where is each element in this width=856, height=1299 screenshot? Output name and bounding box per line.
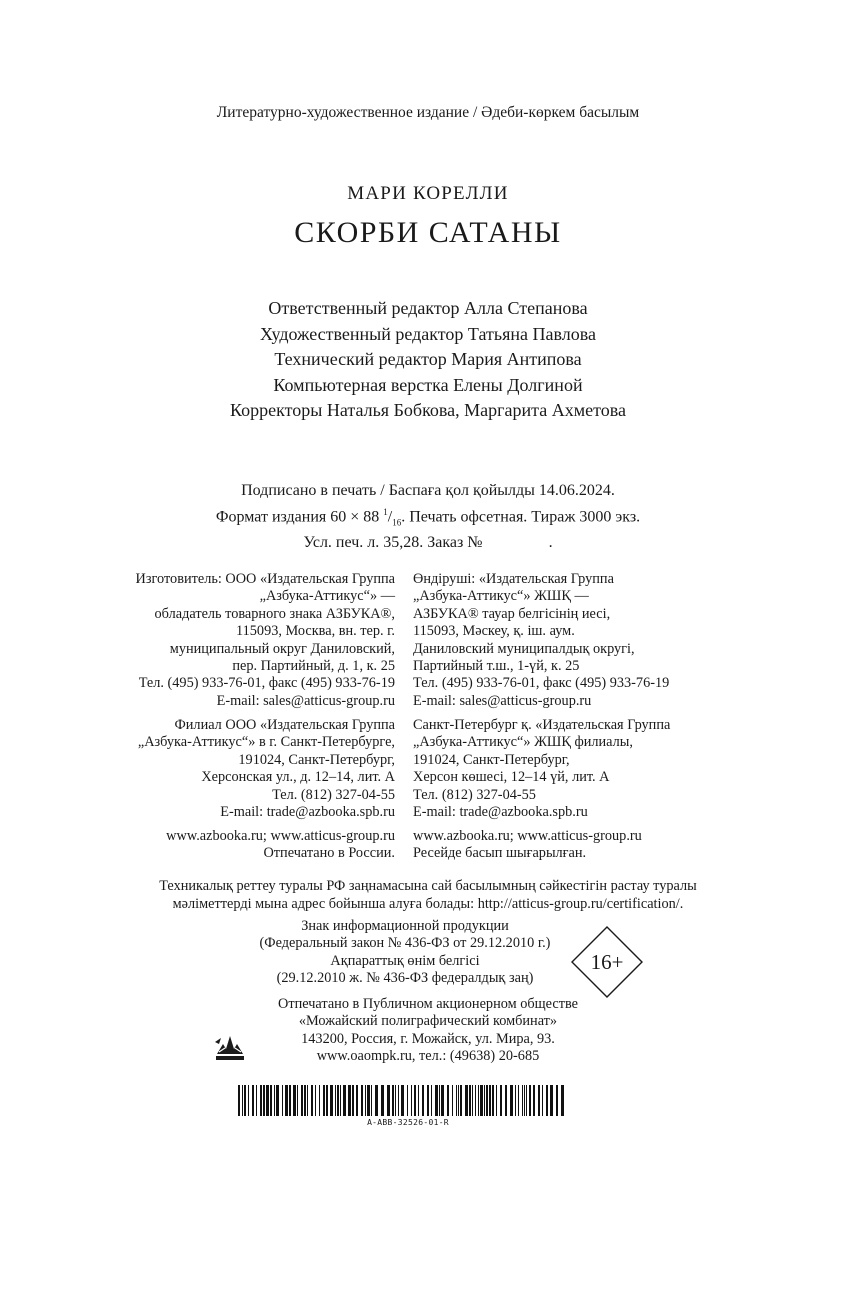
barcode-bar bbox=[529, 1085, 531, 1116]
barcode-bar bbox=[248, 1085, 249, 1116]
barcode-bar bbox=[323, 1085, 325, 1116]
barcode bbox=[238, 1085, 568, 1116]
barcode-bar bbox=[270, 1085, 272, 1116]
barcode-bar bbox=[435, 1085, 438, 1116]
barcode-bar bbox=[522, 1085, 523, 1116]
web-ru: www.azbooka.ru; www.atticus-group.ru Отпечатано в России. bbox=[166, 828, 395, 862]
barcode-bar bbox=[524, 1085, 525, 1116]
barcode-bar bbox=[439, 1085, 440, 1116]
barcode-bar bbox=[395, 1085, 396, 1116]
barcode-bar bbox=[356, 1085, 358, 1116]
book-title: СКОРБИ САТАНЫ bbox=[294, 216, 562, 249]
barcode-bar bbox=[458, 1085, 459, 1116]
barcode-bar bbox=[398, 1085, 399, 1116]
barcode-bar bbox=[515, 1085, 516, 1116]
barcode-bar bbox=[447, 1085, 449, 1116]
barcode-bar bbox=[505, 1085, 507, 1116]
manufacturer-ru: Изготовитель: ООО «Издательская Группа „Азбука-Аттикус“» — обладатель товарного знака АЗБУКА®, 115093, Москва, вн. тер. г. муниципальный округ Даниловский, пер. Партийный, д. 1, к. 25 Тел. (495) 933-76-01, факс (495) 933-76-19 E-mail: sales@atticus-group.ru bbox=[135, 571, 395, 709]
barcode-bar bbox=[289, 1085, 291, 1116]
credits-block bbox=[0, 296, 856, 424]
branch-kz: Санкт-Петербург қ. «Издательская Группа „Азбука-Аттикус“» ЖШҚ филиалы, 191024, Санкт-Петербург, Херсон көшесі, 12–14 үй, лит. А Тел. (812) 327-04-55 E-mail: trade@azbooka.spb.ru bbox=[413, 717, 671, 821]
barcode-bar bbox=[375, 1085, 378, 1116]
barcode-bar bbox=[478, 1085, 479, 1116]
barcode-bar bbox=[381, 1085, 384, 1116]
barcode-bar bbox=[315, 1085, 316, 1116]
barcode-bar bbox=[414, 1085, 416, 1116]
barcode-bar bbox=[518, 1085, 519, 1116]
barcode-bar bbox=[301, 1085, 303, 1116]
barcode-bar bbox=[472, 1085, 473, 1116]
barcode-bar bbox=[304, 1085, 306, 1116]
barcode-bar bbox=[348, 1085, 351, 1116]
barcode-bar bbox=[335, 1085, 336, 1116]
barcode-bar bbox=[319, 1085, 320, 1116]
barcode-bar bbox=[242, 1085, 243, 1116]
barcode-bar bbox=[475, 1085, 476, 1116]
barcode-bar bbox=[297, 1085, 298, 1116]
barcode-bar bbox=[392, 1085, 394, 1116]
barcode-bar bbox=[311, 1085, 313, 1116]
barcode-bar bbox=[238, 1085, 240, 1116]
barcode-bar bbox=[343, 1085, 346, 1116]
age-rating-badge bbox=[571, 926, 643, 998]
barcode-bar bbox=[431, 1085, 432, 1116]
barcode-bar bbox=[441, 1085, 444, 1116]
credit-line: Компьютерная верстка Елены Долгиной bbox=[273, 374, 583, 395]
barcode-bar bbox=[538, 1085, 540, 1116]
barcode-bar bbox=[401, 1085, 404, 1116]
barcode-bar bbox=[411, 1085, 412, 1116]
credit-line: Ответственный редактор Алла Степанова bbox=[268, 298, 588, 318]
barcode-bar bbox=[285, 1085, 288, 1116]
barcode-bar bbox=[469, 1085, 471, 1116]
barcode-bar bbox=[276, 1085, 279, 1116]
author-name: МАРИ КОРЕЛЛИ bbox=[347, 183, 509, 204]
barcode-bar bbox=[263, 1085, 265, 1116]
barcode-bar bbox=[361, 1085, 363, 1116]
web-kz: www.azbooka.ru; www.atticus-group.ru Ресейде басып шығарылған. bbox=[413, 828, 642, 862]
barcode-bar bbox=[492, 1085, 494, 1116]
printer-logo-icon bbox=[213, 1030, 247, 1064]
barcode-bar bbox=[252, 1085, 254, 1116]
barcode-bar bbox=[266, 1085, 269, 1116]
tech-regulation: Техникалық реттеу туралы РФ заңнамасына сай басылымның сәйкестігін растау туралы мәліметтерді мына адрес бойынша алуға болады: http://atticus-group.ru/certification/. bbox=[159, 878, 697, 912]
barcode-bar bbox=[282, 1085, 283, 1116]
barcode-bar bbox=[365, 1085, 366, 1116]
barcode-bar bbox=[542, 1085, 543, 1116]
barcode-bar bbox=[367, 1085, 370, 1116]
barcode-bar bbox=[407, 1085, 408, 1116]
barcode-bar bbox=[500, 1085, 502, 1116]
barcode-bar bbox=[260, 1085, 262, 1116]
manufacturer-kz: Өндіруші: «Издательская Группа „Азбука-Аттикус“» ЖШҚ — АЗБУКА® тауар белгісінің иесі, 115093, Мәскеу, қ. іш. аум. Даниловский муниципалдық округі, Партийный т.ш., 1-үй, к. 25 Тел. (495) 933-76-01, факс (495) 933-76-19 E-mail: sales@atticus-group.ru bbox=[413, 571, 670, 709]
branch-ru: Филиал ООО «Издательская Группа „Азбука-Аттикус“» в г. Санкт-Петербурге, 191024, Санкт-Петербург, Херсонская ул., д. 12–14, лит. А Тел. (812) 327-04-55 E-mail: trade@azbooka.spb.ru bbox=[137, 717, 395, 821]
barcode-bar bbox=[352, 1085, 354, 1116]
barcode-bar bbox=[326, 1085, 328, 1116]
barcode-bar bbox=[371, 1085, 372, 1116]
barcode-bar bbox=[418, 1085, 419, 1116]
credit-line: Технический редактор Мария Антипова bbox=[274, 349, 582, 370]
print-info bbox=[0, 481, 856, 553]
format-line: Формат издания 60 × 88 $^1/_{16}$. Печать офсетная. Тираж 3000 экз. bbox=[215, 506, 641, 528]
credit-line: Художественный редактор Татьяна Павлова bbox=[260, 323, 596, 344]
barcode-bar bbox=[556, 1085, 558, 1116]
barcode-bar bbox=[330, 1085, 333, 1116]
barcode-bar bbox=[337, 1085, 339, 1116]
barcode-bar bbox=[307, 1085, 308, 1116]
barcode-text: A-ABB-32526-01-R bbox=[367, 1118, 449, 1127]
barcode-bar bbox=[546, 1085, 548, 1116]
barcode-bar bbox=[526, 1085, 527, 1116]
barcode-bar bbox=[387, 1085, 390, 1116]
barcode-bar bbox=[465, 1085, 468, 1116]
barcode-bar bbox=[486, 1085, 488, 1116]
barcode-bar bbox=[561, 1085, 564, 1116]
barcode-bar bbox=[480, 1085, 483, 1116]
barcode-bar bbox=[533, 1085, 535, 1116]
barcode-bar bbox=[460, 1085, 462, 1116]
sheets-line: Усл. печ. л. 35,28. Заказ № . bbox=[303, 533, 553, 551]
barcode-bar bbox=[244, 1085, 246, 1116]
barcode-bar bbox=[452, 1085, 453, 1116]
barcode-bar bbox=[489, 1085, 491, 1116]
barcode-bar bbox=[510, 1085, 513, 1116]
barcode-bar bbox=[340, 1085, 341, 1116]
barcode-bar bbox=[256, 1085, 257, 1116]
barcode-bar bbox=[293, 1085, 296, 1116]
barcode-bar bbox=[550, 1085, 553, 1116]
barcode-bar bbox=[456, 1085, 457, 1116]
barcode-bar bbox=[496, 1085, 497, 1116]
credit-line: Корректоры Наталья Бобкова, Маргарита Ахметова bbox=[230, 400, 626, 421]
signed-line: Подписано в печать / Баспаға қол қойылды 14.06.2024. bbox=[241, 482, 615, 499]
printer-info: Отпечатано в Публичном акционерном обществе «Можайский полиграфический комбинат» 143200, Россия, г. Можайск, ул. Мира, 93. www.oaompk.ru, тел.: (49638) 20-685 bbox=[278, 996, 578, 1065]
barcode-bar bbox=[427, 1085, 429, 1116]
barcode-bar bbox=[484, 1085, 485, 1116]
barcode-bar bbox=[274, 1085, 275, 1116]
genre-line: Литературно-художественное издание / Әдеби-көркем басылым bbox=[216, 104, 640, 121]
barcode-bar bbox=[422, 1085, 424, 1116]
info-sign-text: Знак информационной продукции (Федеральный закон № 436-ФЗ от 29.12.2010 г.) Ақпараттық өнім белгісі (29.12.2010 ж. № 436-ФЗ федералдық заң) bbox=[259, 918, 551, 987]
age-rating-label: 16+ bbox=[590, 950, 624, 974]
